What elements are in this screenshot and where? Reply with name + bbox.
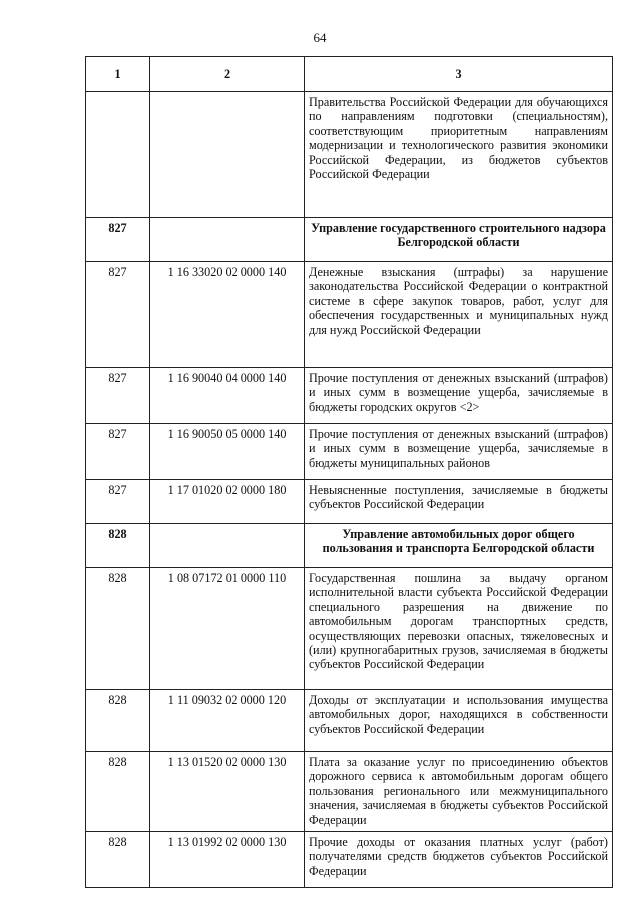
administrator-code-cell: 827 (86, 368, 150, 424)
description-cell: Невыясненные поступления, зачисляемые в бюджеты субъектов Российской Федерации (305, 480, 613, 524)
section-title-cell: Управление государственного строительного надзора Белгородской области (305, 218, 613, 262)
description-cell: Прочие доходы от оказания платных услуг (работ) получателями средств бюджетов субъектов Российской Федерации (305, 832, 613, 888)
revenue-code-cell: 1 08 07172 01 0000 110 (150, 568, 305, 690)
administrator-code-cell: 828 (86, 568, 150, 690)
description-cell: Правительства Российской Федерации для обучающихся по направлениям подготовки (специальностям), соответствующим приоритетным направлениям модернизации и технологического развития экономики Российской Федерации, из бюджетов субъектов Российской Федерации (305, 92, 613, 218)
administrator-code-cell: 827 (86, 262, 150, 368)
administrator-code-cell: 827 (86, 424, 150, 480)
budget-codes-table (85, 56, 613, 888)
table-header-row (86, 57, 613, 92)
description-cell: Плата за оказание услуг по присоединению объектов дорожного сервиса к автомобильным дорогам общего пользования регионального или межмуниципального значения, зачисляемая в бюджеты субъектов Российской Федерации (305, 752, 613, 832)
revenue-code-cell: 1 16 90050 05 0000 140 (150, 424, 305, 480)
description-cell: Прочие поступления от денежных взысканий (штрафов) и иных сумм в возмещение ущерба, зачисляемые в бюджеты муниципальных районов (305, 424, 613, 480)
revenue-code-cell: 1 13 01520 02 0000 130 (150, 752, 305, 832)
table-row (86, 262, 613, 368)
page-number: 64 (313, 30, 327, 45)
revenue-code-cell: 1 17 01020 02 0000 180 (150, 480, 305, 524)
administrator-code-cell: 828 (86, 752, 150, 832)
table-row (86, 832, 613, 888)
revenue-code-cell: 1 11 09032 02 0000 120 (150, 690, 305, 752)
administrator-code-cell (86, 92, 150, 218)
table-row (86, 752, 613, 832)
table-row (86, 690, 613, 752)
table-row (86, 480, 613, 524)
section-title-cell: Управление автомобильных дорог общего пользования и транспорта Белгородской области (305, 524, 613, 568)
description-cell: Прочие поступления от денежных взысканий (штрафов) и иных сумм в возмещение ущерба, зачисляемые в бюджеты городских округов <2> (305, 368, 613, 424)
section-header-row (86, 524, 613, 568)
column-header-1: 1 (86, 57, 150, 92)
administrator-code-cell: 827 (86, 480, 150, 524)
revenue-code-cell (150, 92, 305, 218)
table-row (86, 368, 613, 424)
administrator-code-cell: 828 (86, 832, 150, 888)
administrator-code-cell: 827 (86, 218, 150, 262)
table-body (86, 92, 613, 888)
revenue-code-cell: 1 13 01992 02 0000 130 (150, 832, 305, 888)
administrator-code-cell: 828 (86, 690, 150, 752)
column-header-2: 2 (150, 57, 305, 92)
revenue-code-cell (150, 218, 305, 262)
column-header-3: 3 (305, 57, 613, 92)
description-cell: Государственная пошлина за выдачу органом исполнительной власти субъекта Российской Федерации специального разрешения на движение по автомобильным дорогам транспортных средств, осуществляющих перевозки опасных, тяжеловесных и (или) крупногабаритных грузов, зачисляемая в бюджеты субъектов Российской Федерации (305, 568, 613, 690)
administrator-code-cell: 828 (86, 524, 150, 568)
table-row (86, 92, 613, 218)
table-row (86, 568, 613, 690)
description-cell: Доходы от эксплуатации и использования имущества автомобильных дорог, находящихся в собственности субъектов Российской Федерации (305, 690, 613, 752)
table-row (86, 424, 613, 480)
section-header-row (86, 218, 613, 262)
revenue-code-cell (150, 524, 305, 568)
revenue-code-cell: 1 16 33020 02 0000 140 (150, 262, 305, 368)
description-cell: Денежные взыскания (штрафы) за нарушение законодательства Российской Федерации о контрактной системе в сфере закупок товаров, работ, услуг для обеспечения государственных и муниципальных нужд для нужд Российской Федерации (305, 262, 613, 368)
revenue-code-cell: 1 16 90040 04 0000 140 (150, 368, 305, 424)
